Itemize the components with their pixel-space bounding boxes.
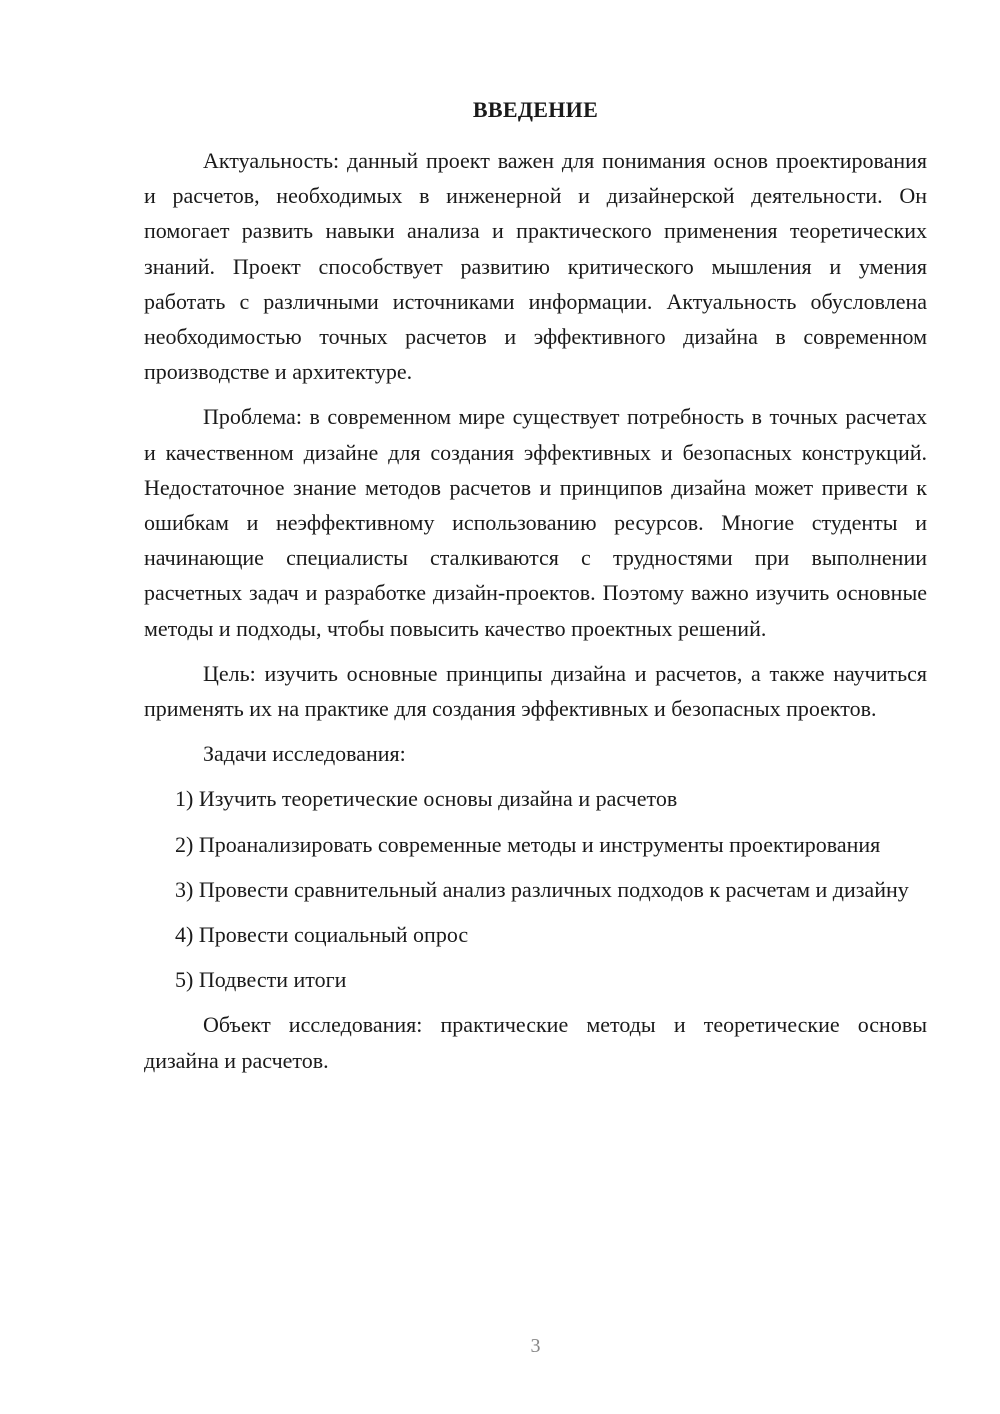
document-body bbox=[144, 143, 927, 1088]
relevance-paragraph: Актуальность: данный проект важен для понимания основ проектирования и расчетов, необходимых в инженерной и дизайнерской деятельности. Он помогает развить навыки анализа и практического применения теоретических знаний. Проект способствует развитию критического мышления и умения работать с различными источниками информации. Актуальность обусловлена необходимостью точных расчетов и эффективного дизайна в современном производстве и архитектуре. bbox=[144, 148, 927, 385]
document-page bbox=[144, 0, 927, 1414]
tasks-heading: Задачи исследования: bbox=[203, 741, 406, 767]
task-item-2: 2) Проанализировать современные методы и инструменты проектирования bbox=[175, 831, 881, 857]
task-item-4: 4) Провести социальный опрос bbox=[175, 922, 469, 948]
task-item-1: 1) Изучить теоретические основы дизайна и расчетов bbox=[175, 786, 678, 812]
page-title: ВВЕДЕНИЕ bbox=[472, 97, 599, 122]
task-item-5: 5) Подвести итоги bbox=[175, 967, 347, 993]
object-paragraph: Объект исследования: практические методы и теоретические основы дизайна и расчетов. bbox=[144, 1012, 927, 1073]
problem-paragraph: Проблема: в современном мире существует потребность в точных расчетах и качественном дизайне для создания эффективных и безопасных конструкций. Недостаточное знание методов расчетов и принципов дизайна может привести к ошибкам и неэффективному использованию ресурсов. Многие студенты и начинающие специалисты сталкиваются с трудностями при выполнении расчетных задач и разработке дизайн-проектов. Поэтому важно изучить основные методы и подходы, чтобы повысить качество проектных решений. bbox=[144, 404, 927, 641]
goal-paragraph: Цель: изучить основные принципы дизайна и расчетов, а также научиться применять их на практике для создания эффективных и безопасных проектов. bbox=[144, 660, 927, 722]
task-item-3: 3) Провести сравнительный анализ различных подходов к расчетам и дизайну bbox=[175, 876, 909, 902]
page-number: 3 bbox=[530, 1335, 541, 1357]
